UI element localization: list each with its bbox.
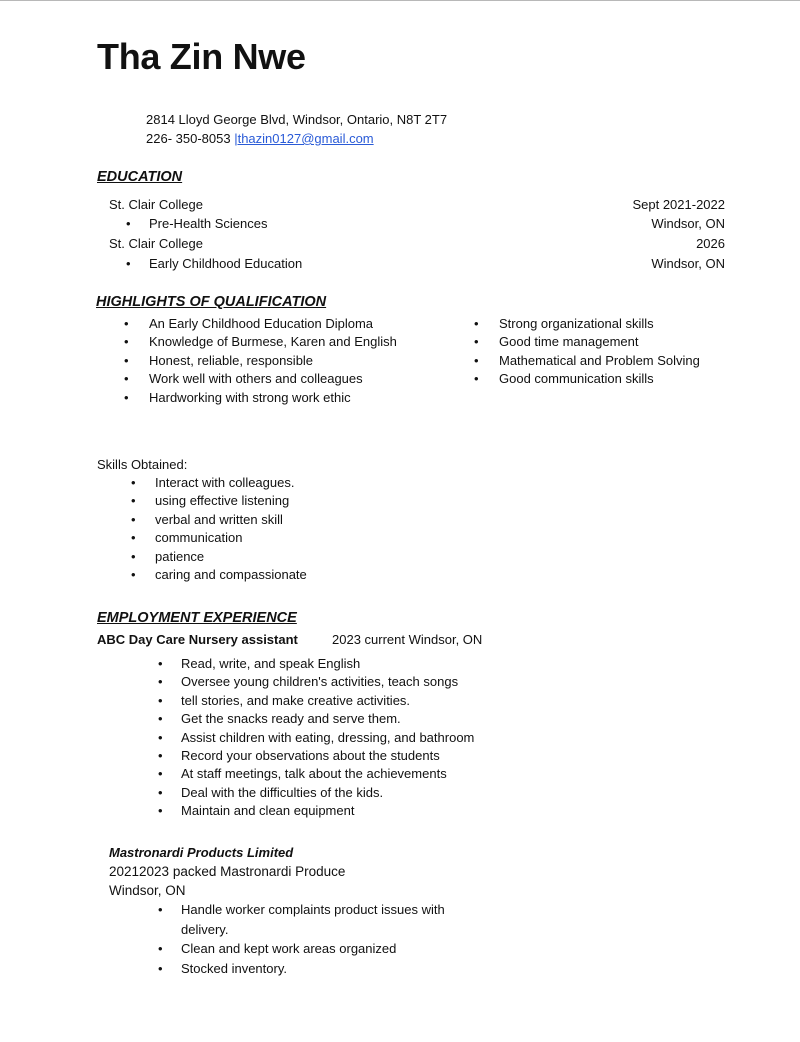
job-2-duties (158, 900, 445, 978)
bullet-icon: • (474, 316, 479, 331)
bullet-icon: • (474, 334, 479, 350)
education-heading: EDUCATION (97, 169, 183, 185)
bullet-icon: • (131, 511, 136, 527)
bullet-icon: • (124, 371, 129, 387)
bullet-icon: • (124, 389, 129, 405)
list-item: • Good time management (474, 333, 700, 351)
edu-school-2: St. Clair College (109, 236, 203, 251)
skills-heading: Skills Obtained: (97, 457, 188, 472)
bullet-icon: • (131, 475, 136, 490)
highlights-left-list (124, 315, 397, 407)
bullet-icon: • (158, 656, 163, 671)
job-1-meta: 2023 current Windsor, ON (332, 632, 483, 647)
bullet-icon: • (124, 334, 129, 350)
list-item: • An Early Childhood Education Diploma (124, 315, 397, 333)
bullet-icon: • (124, 316, 129, 331)
edu-program-1: Pre-Health Sciences (149, 216, 268, 231)
list-item: • Mathematical and Problem Solving (474, 352, 700, 370)
employment-heading: EMPLOYMENT EXPERIENCE (97, 610, 297, 626)
phone-number: 226- 350-8053 (146, 131, 231, 146)
skills-list (131, 474, 307, 584)
bullet-icon: • (158, 748, 163, 764)
edu-program-2: Early Childhood Education (149, 256, 303, 271)
list-item: • Stocked inventory. (158, 959, 445, 979)
bullet-icon: • (158, 729, 163, 745)
email-link[interactable]: |thazin0127@gmail.com (234, 131, 374, 146)
list-item: • Assist children with eating, dressing, and bathroom (158, 729, 474, 747)
bullet-icon: • (158, 692, 163, 708)
list-item: • Hardworking with strong work ethic (124, 389, 397, 407)
list-item: • Good communication skills (474, 370, 700, 388)
edu-school-1: St. Clair College (109, 197, 203, 212)
contact-line (146, 130, 374, 148)
bullet-icon: • (158, 960, 163, 976)
list-item: • communication (131, 529, 307, 547)
list-item: • Deal with the difficulties of the kids. (158, 784, 474, 802)
edu-location-1: Windsor, ON (651, 216, 725, 231)
list-item: • Knowledge of Burmese, Karen and English (124, 333, 397, 351)
list-item: delivery. (181, 921, 229, 937)
bullet-icon: • (131, 567, 136, 583)
list-item: • Read, write, and speak English (158, 655, 474, 673)
edu-bullet-2: • (126, 256, 131, 271)
job-2-location: Windsor, ON (109, 883, 186, 898)
bullet-icon: • (124, 352, 129, 368)
job-1-duties (158, 655, 474, 821)
job-2-heading: Mastronardi Products Limited (109, 845, 294, 860)
list-item: • tell stories, and make creative activities. (158, 692, 474, 710)
bullet-icon: • (131, 530, 136, 546)
candidate-name: Tha Zin Nwe (97, 36, 306, 77)
bullet-icon: • (474, 352, 479, 368)
list-item: • Interact with colleagues. (131, 474, 307, 492)
list-item: • Maintain and clean equipment (158, 802, 474, 820)
bullet-icon: • (158, 902, 163, 917)
list-item: • Oversee young children's activities, teach songs (158, 673, 474, 691)
list-item: • Strong organizational skills (474, 315, 700, 333)
job-2-meta: 20212023 packed Mastronardi Produce (109, 864, 346, 879)
page-top-border (0, 0, 800, 1)
highlights-right-list (474, 315, 700, 389)
bullet-icon: • (158, 803, 163, 819)
list-item: • Work well with others and colleagues (124, 370, 397, 388)
bullet-icon: • (158, 711, 163, 727)
list-item: • Get the snacks ready and serve them. (158, 710, 474, 728)
list-item: • caring and compassionate (131, 566, 307, 584)
bullet-icon: • (131, 493, 136, 509)
list-item: • using effective listening (131, 492, 307, 510)
list-item: • Honest, reliable, responsible (124, 352, 397, 370)
list-item: • Clean and kept work areas organized (158, 939, 445, 959)
highlights-heading: HIGHLIGHTS OF QUALIFICATION (96, 294, 327, 310)
list-item: • Record your observations about the students (158, 747, 474, 765)
edu-location-2: Windsor, ON (651, 256, 725, 271)
job-1-heading: ABC Day Care Nursery assistant (97, 632, 298, 647)
bullet-icon: • (474, 371, 479, 387)
list-item: • Handle worker complaints product issues with (158, 900, 445, 920)
bullet-icon: • (131, 548, 136, 564)
bullet-icon: • (158, 674, 163, 690)
list-item: • patience (131, 548, 307, 566)
bullet-icon: • (158, 941, 163, 956)
list-item: • At staff meetings, talk about the achievements (158, 765, 474, 783)
edu-dates-2: 2026 (696, 236, 725, 251)
list-item: • verbal and written skill (131, 511, 307, 529)
edu-bullet-1: • (126, 216, 131, 231)
bullet-icon: • (158, 784, 163, 800)
bullet-icon: • (158, 766, 163, 782)
address-line: 2814 Lloyd George Blvd, Windsor, Ontario, N8T 2T7 (146, 112, 448, 127)
edu-dates-1: Sept 2021-2022 (632, 197, 725, 212)
